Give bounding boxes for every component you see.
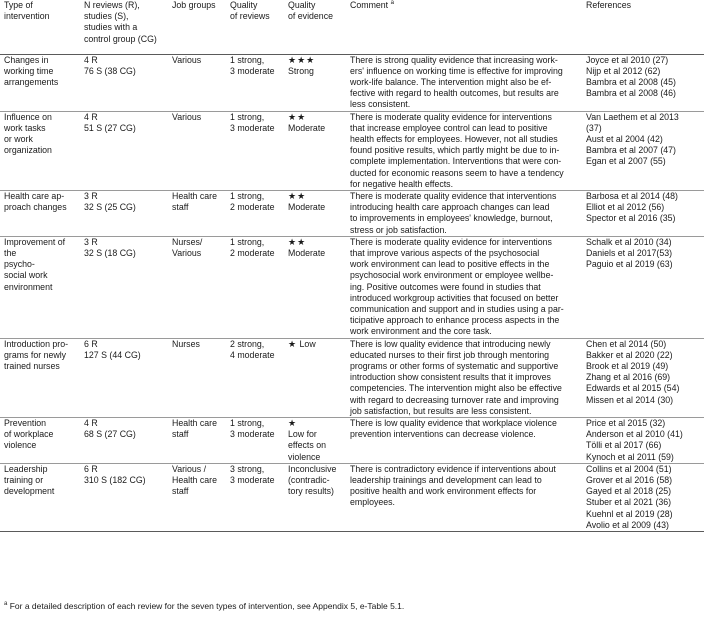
evidence-label: Moderate bbox=[288, 247, 326, 258]
evidence-quality-cell bbox=[284, 463, 346, 531]
review-quality-cell: 1 strong, 3 moderate bbox=[226, 54, 284, 111]
header-comment-label: Comment bbox=[350, 0, 389, 10]
job-group-cell: Nurses bbox=[168, 338, 226, 417]
job-group-cell: Various bbox=[168, 111, 226, 190]
evidence-stars-icon: ★★ bbox=[288, 236, 307, 247]
review-quality-cell: 3 strong, 3 moderate bbox=[226, 463, 284, 531]
evidence-quality-cell bbox=[284, 190, 346, 236]
review-quality-cell: 1 strong, 2 moderate bbox=[226, 236, 284, 338]
header-type: Type of intervention bbox=[0, 0, 80, 54]
header-comment bbox=[346, 0, 582, 54]
review-count-cell: 4 R 76 S (38 CG) bbox=[80, 54, 168, 111]
intervention-type-cell: Prevention of workplace violence bbox=[0, 418, 80, 464]
table-row bbox=[0, 338, 704, 417]
review-count-cell: 4 R 51 S (27 CG) bbox=[80, 111, 168, 190]
evidence-quality-cell bbox=[284, 111, 346, 190]
references-cell: Collins et al 2004 (51) Grover et al 2016 (58) Gayed et al 2018 (25) Stuber et al 2021 (36) Kuehnl et al 2019 (28) Avolio et al 2009 (43) bbox=[582, 463, 704, 531]
evidence-label: Moderate bbox=[288, 202, 326, 213]
comment-cell: There is moderate quality evidence for interventions that improve various aspects of the psychosocial work environment can lead to positive effects in the psychosocial work environment or employee wellbe- ing. Positive outcomes were found in studies that introduced workgroup activities that focused on better communication and support and in studies using a par- ticipative approach to enhance process aspects in the work environment and the core task. bbox=[346, 236, 582, 338]
header-references: References bbox=[582, 0, 704, 54]
evidence-label: Inconclusive (contradic- tory results) bbox=[288, 463, 337, 497]
table-row bbox=[0, 190, 704, 236]
review-quality-cell: 1 strong, 2 moderate bbox=[226, 190, 284, 236]
table-row bbox=[0, 111, 704, 190]
comment-cell: There is moderate quality evidence that interventions introducing health care approach changes can lead to improvements in employees' knowledge, burnout, stress or job satisfaction. bbox=[346, 190, 582, 236]
references-cell: Barbosa et al 2014 (48) Elliot et al 2012 (56) Spector et al 2016 (35) bbox=[582, 190, 704, 236]
references-cell: Chen et al 2014 (50) Bakker et al 2020 (22) Brook et al 2019 (49) Zhang et al 2016 (69) Edwards et al 2015 (54) Missen et al 2014 (30) bbox=[582, 338, 704, 417]
references-cell: Schalk et al 2010 (34) Daniels et al 2017(53) Paguio et al 2019 (63) bbox=[582, 236, 704, 338]
evidence-stars-icon: ★ bbox=[288, 338, 298, 349]
table-row bbox=[0, 54, 704, 111]
comment-cell: There is low quality evidence that workplace violence prevention interventions can decrease violence. bbox=[346, 418, 582, 464]
review-count-cell: 4 R 68 S (27 CG) bbox=[80, 418, 168, 464]
intervention-type-cell: Improvement of the psycho- social work environment bbox=[0, 236, 80, 338]
header-n-reviews: N reviews (R), studies (S), studies with a control group (CG) bbox=[80, 0, 168, 54]
evidence-quality-cell bbox=[284, 236, 346, 338]
references-cell: Van Laethem et al 2013 (37) Aust et al 2004 (42) Bambra et al 2007 (47) Egan et al 2007 (55) bbox=[582, 111, 704, 190]
header-job-groups: Job groups bbox=[168, 0, 226, 54]
references-cell: Price et al 2015 (32) Anderson et al 2010 (41) Tölli et al 2017 (66) Kynoch et al 2011 (59) bbox=[582, 418, 704, 464]
evidence-stars-icon: ★★ bbox=[288, 190, 307, 201]
header-comment-footnote-marker: a bbox=[390, 0, 394, 7]
header-row bbox=[0, 0, 704, 54]
evidence-quality-cell bbox=[284, 418, 346, 464]
review-count-cell: 6 R 310 S (182 CG) bbox=[80, 463, 168, 531]
table-row bbox=[0, 418, 704, 464]
review-quality-cell: 2 strong, 4 moderate bbox=[226, 338, 284, 417]
references-cell: Joyce et al 2010 (27) Nijp et al 2012 (62) Bambra et al 2008 (45) Bambra et al 2008 (46) bbox=[582, 54, 704, 111]
review-quality-cell: 1 strong, 3 moderate bbox=[226, 111, 284, 190]
evidence-label: Strong bbox=[288, 65, 314, 76]
evidence-label: Low for effects on violence bbox=[288, 429, 326, 462]
comment-cell: There is moderate quality evidence for interventions that increase employee control can lead to positive health effects for employees. However, not all studies found positive results, which partly might be due to in- complete implementation. Interventions that were con- ducted for economic reasons seem to have a tendency for negative health effects. bbox=[346, 111, 582, 190]
job-group-cell: Various bbox=[168, 54, 226, 111]
intervention-type-cell: Changes in working time arrangements bbox=[0, 54, 80, 111]
evidence-stars-icon: ★ bbox=[288, 418, 298, 428]
footnote-marker: a bbox=[4, 601, 8, 608]
review-quality-cell: 1 strong, 3 moderate bbox=[226, 418, 284, 464]
review-count-cell: 3 R 32 S (18 CG) bbox=[80, 236, 168, 338]
intervention-type-cell: Leadership training or development bbox=[0, 463, 80, 531]
evidence-label: Low bbox=[299, 338, 316, 349]
comment-cell: There is contradictory evidence if interventions about leadership trainings and development can lead to positive health and work environment effects for employees. bbox=[346, 463, 582, 531]
evidence-quality-cell bbox=[284, 338, 346, 417]
intervention-type-cell: Influence on work tasks or work organization bbox=[0, 111, 80, 190]
table-body bbox=[0, 54, 704, 532]
job-group-cell: Various / Health care staff bbox=[168, 463, 226, 531]
intervention-type-cell: Health care ap- proach changes bbox=[0, 190, 80, 236]
comment-cell: There is low quality evidence that introducing newly educated nurses to their first job through mentoring programs or other forms of systematic and supportive introduction show consistent results that it improves competencies. The intervention might also be effective with regard to decreasing turnover rate and improving job satisfaction, but results are less consistent. bbox=[346, 338, 582, 417]
evidence-stars-icon: ★★★ bbox=[288, 54, 316, 65]
job-group-cell: Health care staff bbox=[168, 418, 226, 464]
table-row bbox=[0, 236, 704, 338]
table-row bbox=[0, 463, 704, 531]
table-header bbox=[0, 0, 704, 54]
review-count-cell: 3 R 32 S (25 CG) bbox=[80, 190, 168, 236]
intervention-type-cell: Introduction pro- grams for newly trained nurses bbox=[0, 338, 80, 417]
evidence-quality-cell bbox=[284, 54, 346, 111]
job-group-cell: Nurses/ Various bbox=[168, 236, 226, 338]
comment-cell: There is strong quality evidence that increasing work- ers' influence on working time is effective for improving work-life balance. The intervention might also be ef- fective with regard to health outcomes, but results are less consistent. bbox=[346, 54, 582, 111]
evidence-label: Moderate bbox=[288, 122, 326, 133]
job-group-cell: Health care staff bbox=[168, 190, 226, 236]
header-quality-evidence: Quality of evidence bbox=[284, 0, 346, 54]
review-count-cell: 6 R 127 S (44 CG) bbox=[80, 338, 168, 417]
footnote-text: For a detailed description of each review for the seven types of intervention, see Appendix 5, e-Table 5.1. bbox=[7, 601, 405, 611]
table-footnote bbox=[4, 601, 404, 612]
evidence-stars-icon: ★★ bbox=[288, 111, 307, 122]
header-quality-reviews: Quality of reviews bbox=[226, 0, 284, 54]
